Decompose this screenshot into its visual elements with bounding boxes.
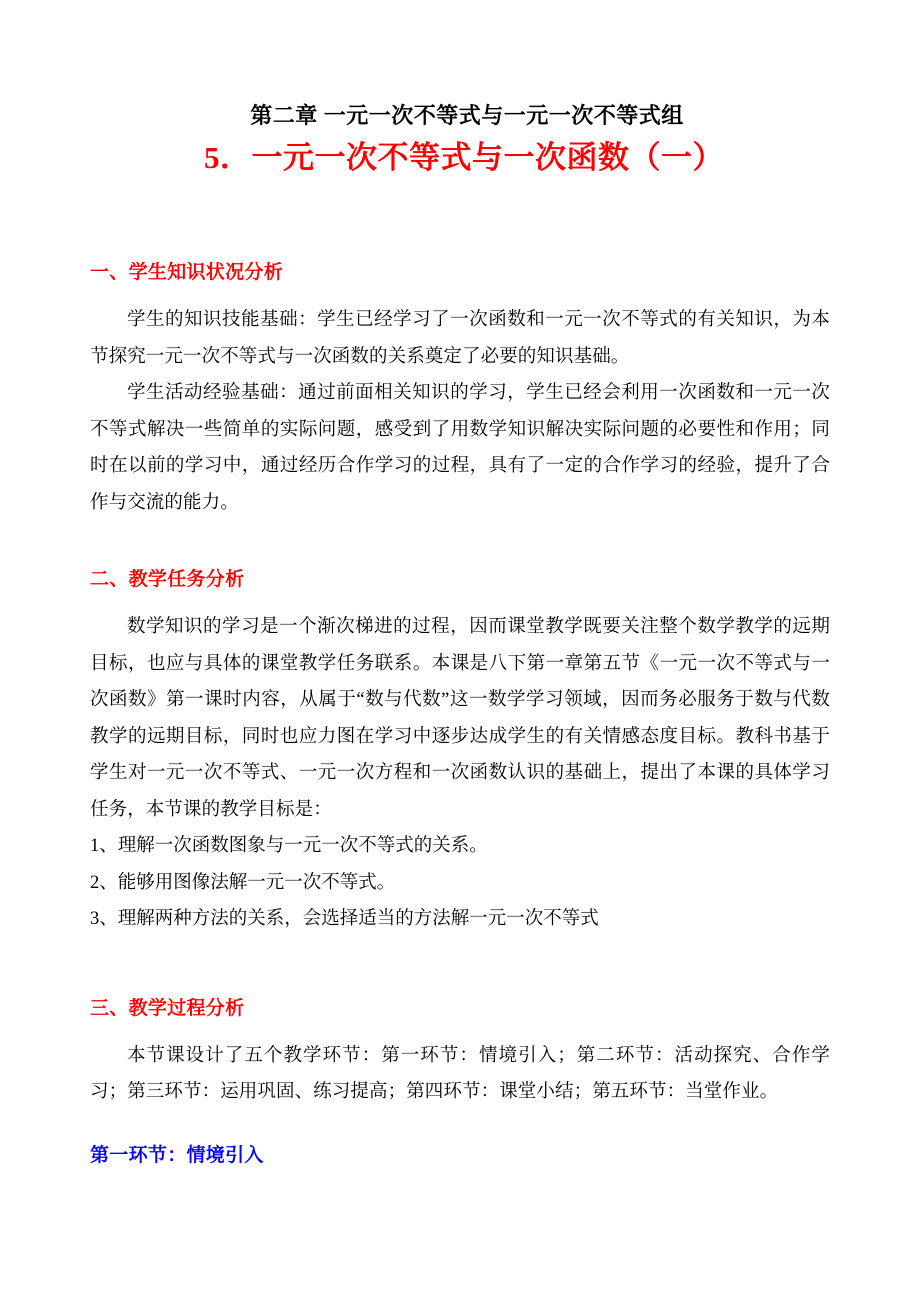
objective-item-1: 1、理解一次函数图象与一元一次不等式的关系。 xyxy=(90,836,488,856)
section-heading-student-analysis: 一、学生知识状况分析 xyxy=(90,262,284,283)
page-title: 5．一元一次不等式与一次函数（一） xyxy=(204,140,724,175)
chapter-line: 第二章 一元一次不等式与一元一次不等式组 xyxy=(250,103,684,128)
paragraph-knowledge-basis: 学生的知识技能基础：学生已经学习了一次函数和一元一次不等式的有关知识，为本节探究一元一次不等式与一次函数的关系奠定了必要的知识基础。 xyxy=(90,310,830,367)
subheading-phase-one: 第一环节：情境引入 xyxy=(90,1144,264,1166)
paragraph-activity-experience: 学生活动经验基础：通过前面相关知识的学习，学生已经会利用一次函数和一元一次不等式解决一些简单的实际问题，感受到了用数学知识解决实际问题的必要性和作用；同时在以前的学习中，通过经历合作学习的过程，具有了一定的合作学习的经验，提升了合作与交流的能力。 xyxy=(90,383,830,513)
paragraph-teaching-task: 数学知识的学习是一个渐次梯进的过程，因而课堂教学既要关注整个数学教学的远期目标，也应与具体的课堂教学任务联系。本课是八下第一章第五节《一元一次不等式与一次函数》第一课时内容，从属于“数与代数”这一数学学习领域，因而务必服务于数与代数教学的远期目标，同时也应力图在学习中逐步达成学生的有关情感态度目标。教科书基于学生对一元一次不等式、一元一次方程和一次函数认识的基础上，提出了本课的具体学习任务，本节课的教学目标是： xyxy=(90,617,830,820)
spacer xyxy=(90,1111,830,1141)
paragraph-teaching-process: 本节课设计了五个教学环节：第一环节：情境引入；第二环节：活动探究、合作学习；第三环节：运用巩固、练习提高；第四环节：课堂小结；第五环节：当堂作业。 xyxy=(90,1045,830,1102)
objective-item-3: 3、理解两种方法的关系，会选择适当的方法解一元一次不等式 xyxy=(90,909,599,929)
objective-item-2: 2、能够用图像法解一元一次不等式。 xyxy=(90,872,396,893)
spacer xyxy=(90,521,830,565)
section-heading-teaching-task: 二、教学任务分析 xyxy=(90,569,245,590)
spacer xyxy=(90,938,830,994)
title-gap xyxy=(90,180,830,258)
section-heading-teaching-process: 三、教学过程分析 xyxy=(90,997,245,1019)
spacer xyxy=(90,1024,830,1038)
spacer xyxy=(90,288,830,302)
spacer xyxy=(90,595,830,609)
top-spacer xyxy=(90,0,830,100)
